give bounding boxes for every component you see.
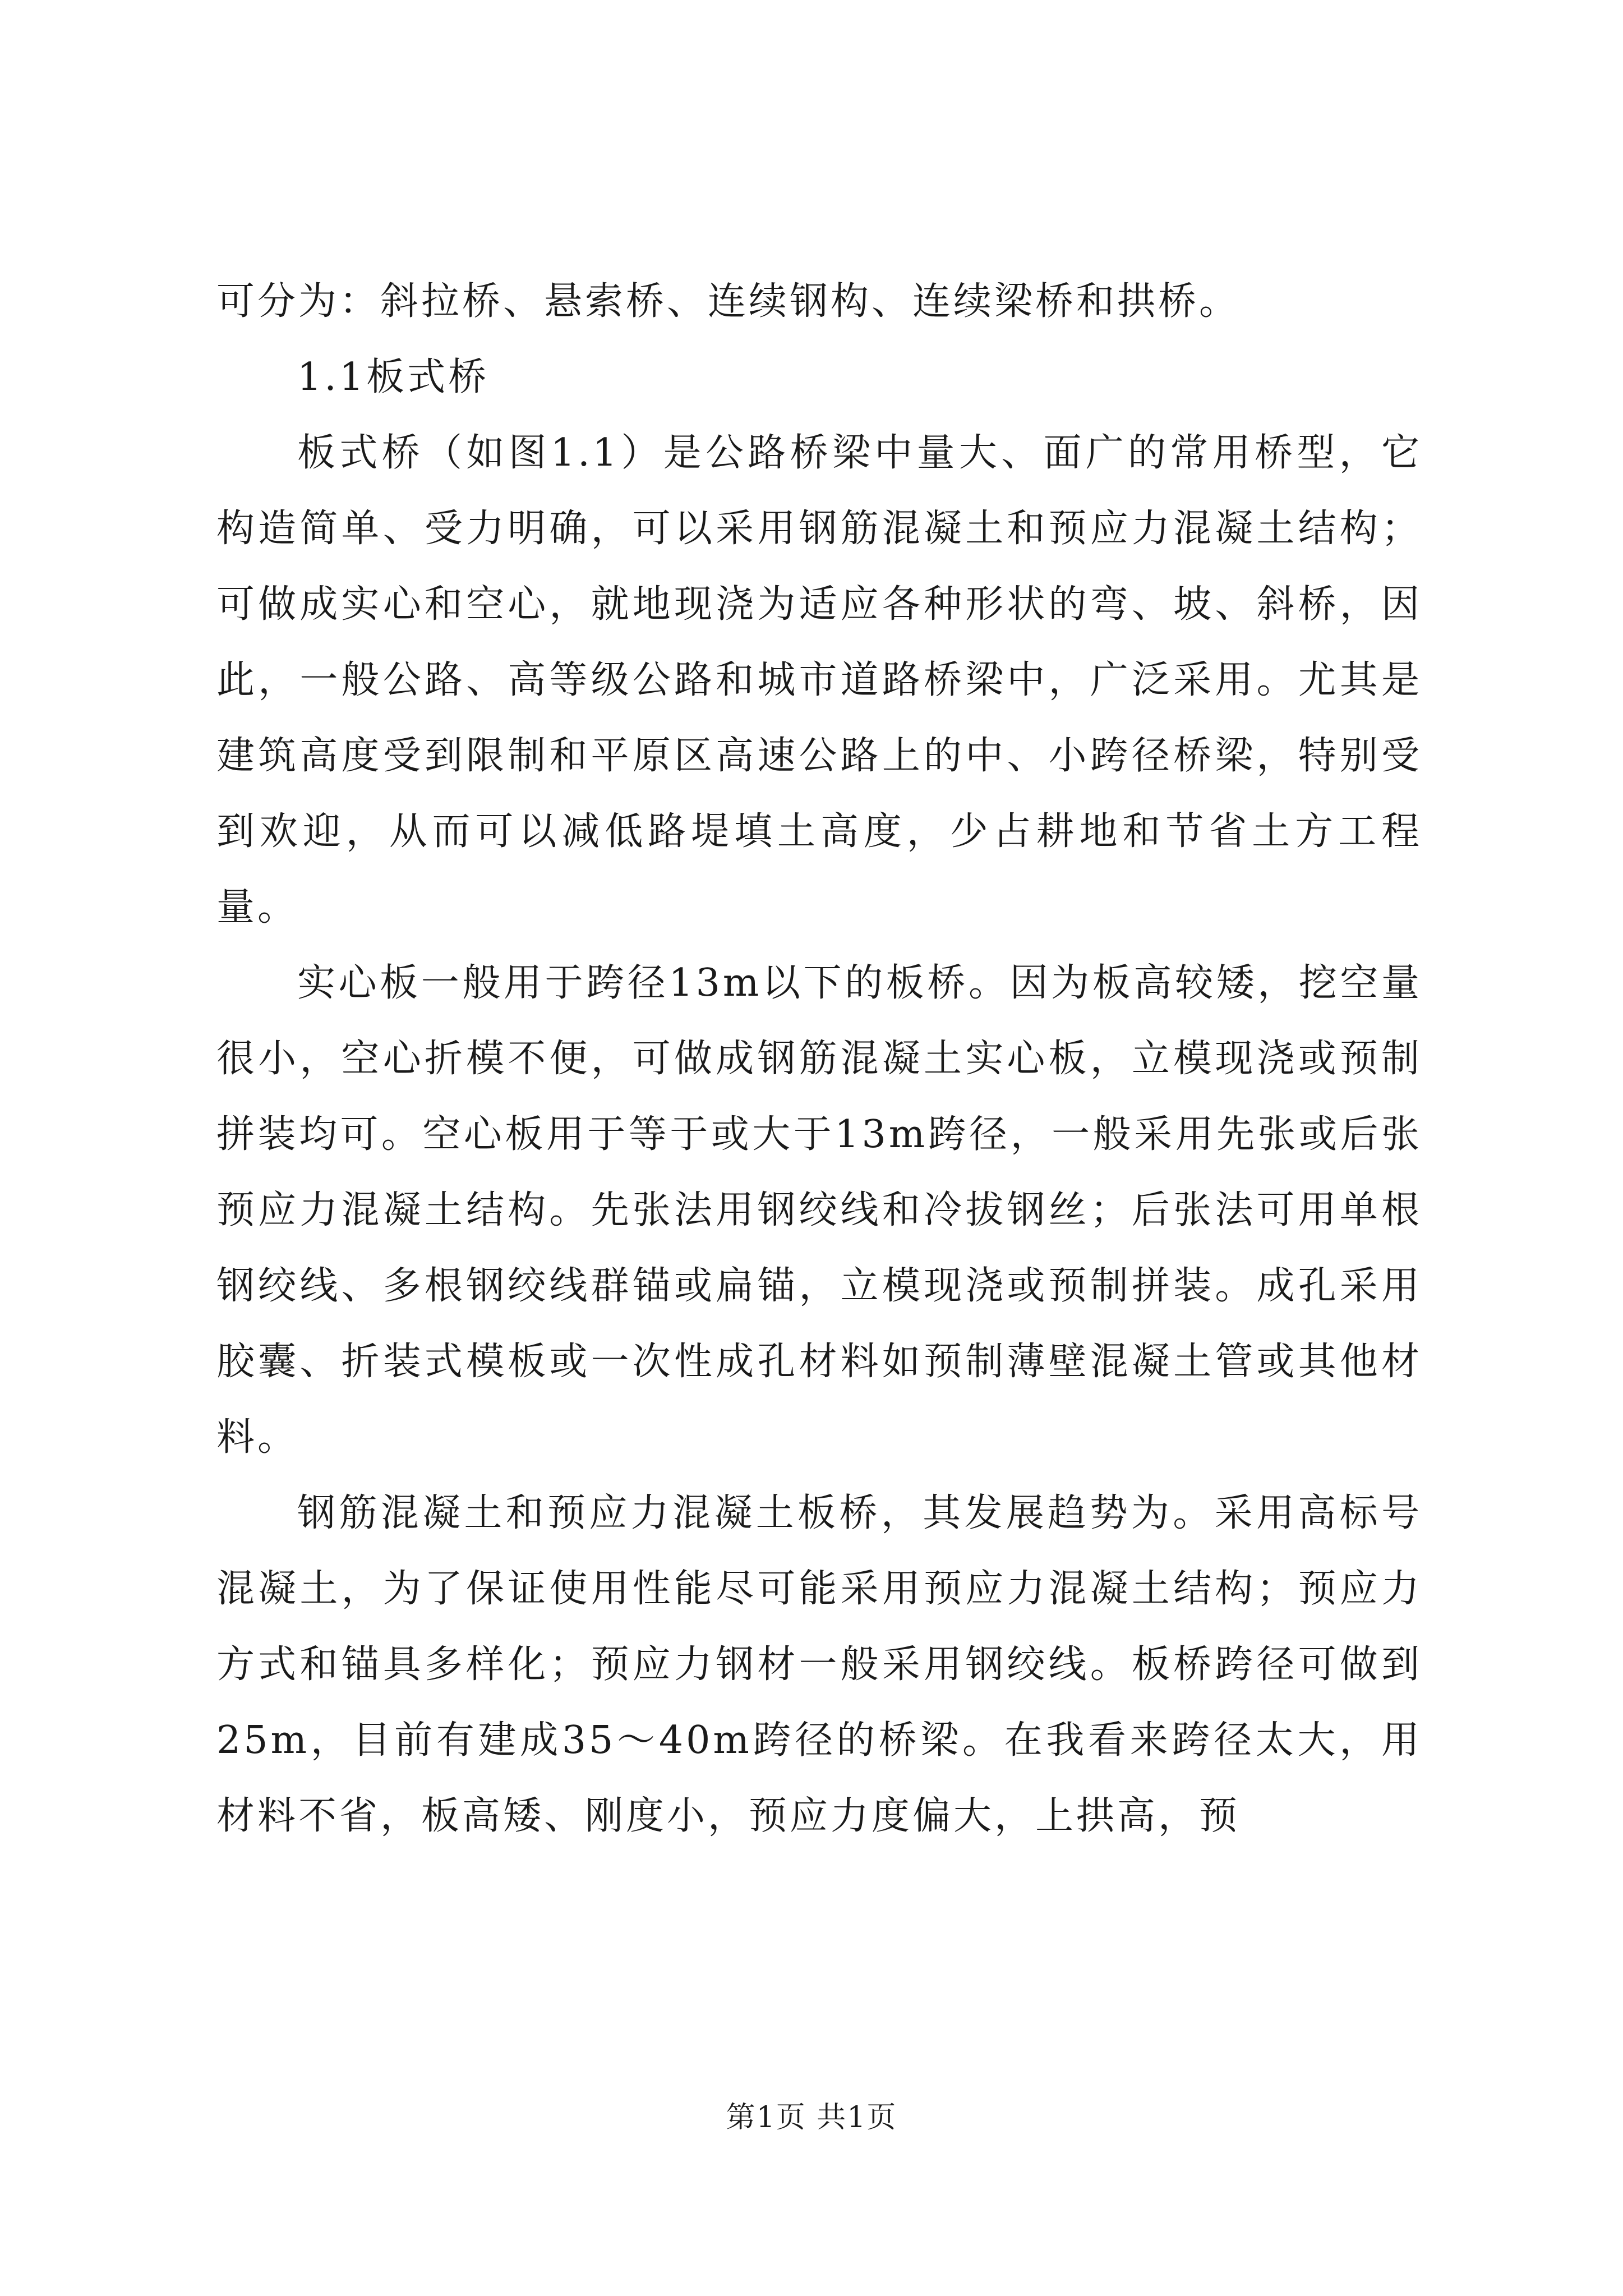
document-body (216, 264, 1422, 1854)
paragraph-slab-bridge: 板式桥（如图1.1）是公路桥梁中量大、面广的常用桥型，它构造简单、受力明确，可以采用钢筋混凝土和预应力混凝土结构；可做成实心和空心，就地现浇为适应各种形状的弯、坡、斜桥，因此，一般公路、高等级公路和城市道路桥梁中，广泛采用。尤其是建筑高度受到限制和平原区高速公路上的中、小跨径桥梁，特别受到欢迎，从而可以减低路堤填土高度，少占耕地和节省土方工程量。 (216, 431, 1422, 930)
paragraph-intro: 可分为：斜拉桥、悬索桥、连续钢构、连续梁桥和拱桥。 (216, 279, 1241, 324)
paragraph-development-trend: 钢筋混凝土和预应力混凝土板桥，其发展趋势为。采用高标号混凝土，为了保证使用性能尽可能采用预应力混凝土结构；预应力方式和锚具多样化；预应力钢材一般采用钢绞线。板桥跨径可做到25m，目前有建成35～40m跨径的桥梁。在我看来跨径太大，用材料不省，板高矮、刚度小，预应力度偏大，上拱高，预 (216, 1491, 1422, 1838)
paragraph-solid-hollow-slab: 实心板一般用于跨径13m以下的板桥。因为板高较矮，挖空量很小，空心折模不便，可做成钢筋混凝土实心板，立模现浇或预制拼装均可。空心板用于等于或大于13m跨径，一般采用先张或后张预应力混凝土结构。先张法用钢绞线和冷拔钢丝；后张法可用单根钢绞线、多根钢绞线群锚或扁锚，立模现浇或预制拼装。成孔采用胶囊、折装式模板或一次性成孔材料如预制薄壁混凝土管或其他材料。 (216, 961, 1422, 1460)
section-heading: 1.1板式桥 (297, 355, 490, 399)
page-footer: 第1页 共1页 (726, 2101, 897, 2134)
